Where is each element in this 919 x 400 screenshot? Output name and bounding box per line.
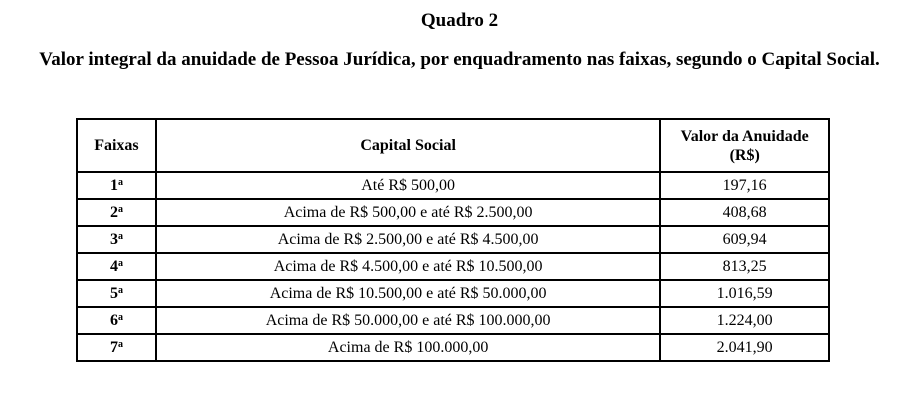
table-row — [77, 199, 829, 226]
valor-cell: 813,25 — [660, 253, 829, 280]
table-row — [77, 334, 829, 361]
capital-cell: Acima de R$ 10.500,00 e até R$ 50.000,00 — [156, 280, 660, 307]
capital-cell: Acima de R$ 2.500,00 e até R$ 4.500,00 — [156, 226, 660, 253]
capital-cell: Acima de R$ 4.500,00 e até R$ 10.500,00 — [156, 253, 660, 280]
faixa-number: 7 — [109, 339, 118, 356]
document-subtitle: Valor integral da anuidade de Pessoa Jurídica, por enquadramento nas faixas, segundo o Capital Social. — [39, 49, 880, 70]
faixa-number: 4 — [109, 258, 118, 275]
header-valor-line1: Valor da Anuidade — [680, 127, 809, 145]
faixa-number: 6 — [109, 312, 118, 329]
annuity-table — [76, 118, 830, 362]
table-row — [77, 307, 829, 334]
faixa-cell — [77, 307, 156, 334]
faixa-cell — [77, 253, 156, 280]
header-capital-social: Capital Social — [156, 119, 660, 172]
capital-cell: Acima de R$ 100.000,00 — [156, 334, 660, 361]
faixa-cell — [77, 199, 156, 226]
ordinal-indicator: a — [117, 177, 123, 188]
valor-cell: 609,94 — [660, 226, 829, 253]
ordinal-indicator: a — [117, 339, 123, 350]
header-valor-line2: (R$) — [729, 146, 760, 164]
faixa-number: 5 — [109, 285, 118, 302]
capital-cell: Acima de R$ 500,00 e até R$ 2.500,00 — [156, 199, 660, 226]
ordinal-indicator: a — [117, 312, 123, 323]
valor-cell: 408,68 — [660, 199, 829, 226]
ordinal-indicator: a — [117, 231, 123, 242]
table-row — [77, 172, 829, 199]
valor-cell: 197,16 — [660, 172, 829, 199]
header-faixas: Faixas — [77, 119, 156, 172]
ordinal-indicator: a — [117, 258, 123, 269]
valor-cell: 1.016,59 — [660, 280, 829, 307]
valor-cell: 2.041,90 — [660, 334, 829, 361]
faixa-number: 1 — [109, 177, 118, 194]
ordinal-indicator: a — [117, 204, 123, 215]
faixa-cell — [77, 334, 156, 361]
faixa-cell — [77, 226, 156, 253]
capital-cell: Até R$ 500,00 — [156, 172, 660, 199]
valor-cell: 1.224,00 — [660, 307, 829, 334]
capital-cell: Acima de R$ 50.000,00 e até R$ 100.000,00 — [156, 307, 660, 334]
faixa-number: 2 — [109, 204, 118, 221]
document-title: Quadro 2 — [420, 10, 499, 31]
table-row — [77, 253, 829, 280]
header-valor-anuidade — [660, 119, 829, 172]
faixa-cell — [77, 172, 156, 199]
faixa-number: 3 — [109, 231, 118, 248]
table-row — [77, 226, 829, 253]
table-row — [77, 280, 829, 307]
ordinal-indicator: a — [117, 285, 123, 296]
faixa-cell — [77, 280, 156, 307]
table-header-row — [77, 119, 829, 172]
